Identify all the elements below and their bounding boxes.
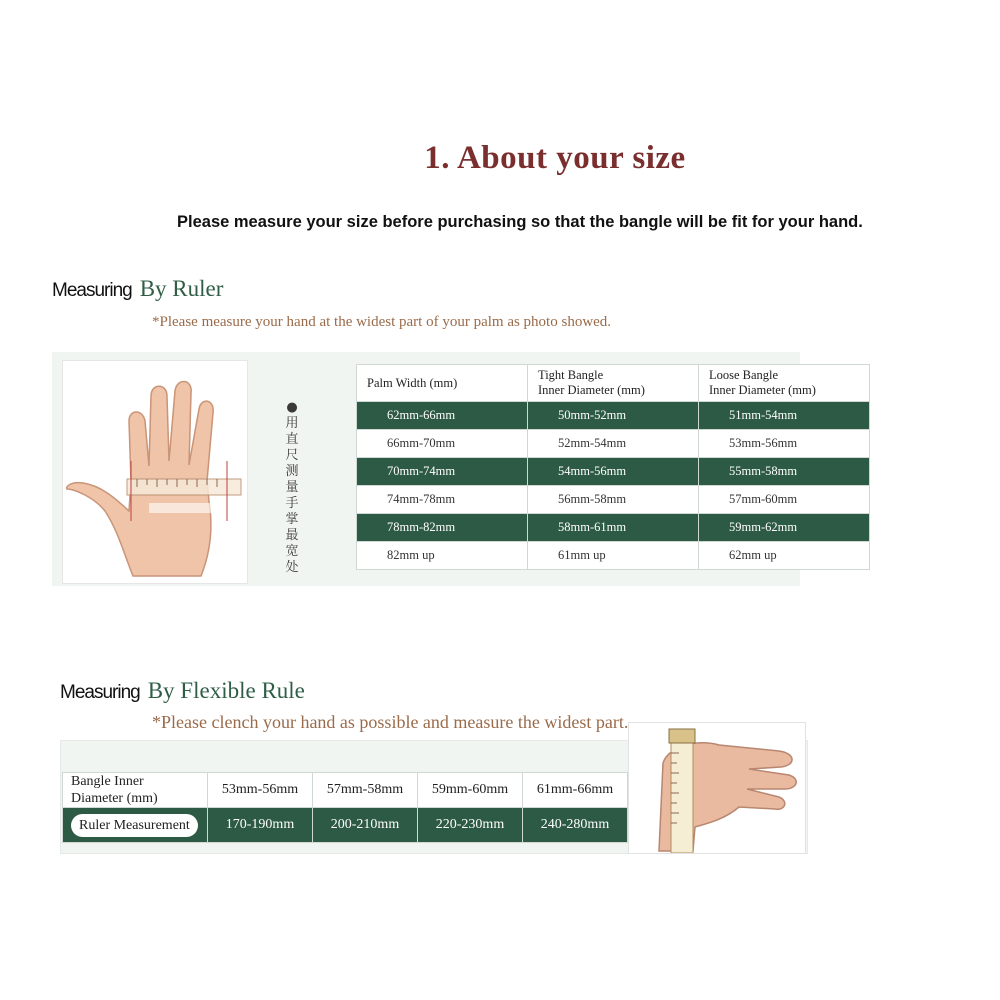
table-cell: 200-210mm (313, 808, 418, 843)
flexible-section-heading (60, 678, 305, 704)
table-cell: 53mm-56mm (208, 773, 313, 808)
table-cell: 220-230mm (418, 808, 523, 843)
ruler-section-heading (52, 276, 223, 302)
table-cell: 50mm-52mm (528, 402, 699, 430)
table-cell: 54mm-56mm (528, 458, 699, 486)
flexible-rule-photo (628, 722, 806, 854)
table-cell: 62mm-66mm (357, 402, 528, 430)
vertical-char: 最 (285, 528, 299, 543)
palm-caption-patch (149, 503, 215, 513)
table-row (357, 514, 870, 542)
table-cell: 62mm up (699, 542, 870, 570)
header-palm-width: Palm Width (mm) (357, 365, 528, 402)
table-cell: 61mm-66mm (523, 773, 628, 808)
row-label-bangle-diameter: Bangle Inner Diameter (mm) (63, 773, 208, 808)
table-cell: 74mm-78mm (357, 486, 528, 514)
ruler-heading-small: Measuring (52, 280, 132, 301)
table-cell: 55mm-58mm (699, 458, 870, 486)
table-cell: 170-190mm (208, 808, 313, 843)
vertical-char: 量 (285, 480, 299, 495)
table-cell: 66mm-70mm (357, 430, 528, 458)
vertical-chinese-note (282, 400, 302, 576)
header-loose-bangle: Loose Bangle Inner Diameter (mm) (699, 365, 870, 402)
table-row (357, 402, 870, 430)
vertical-char: 手 (285, 496, 299, 511)
clenched-hand-illustration (629, 723, 805, 853)
table-cell: 59mm-60mm (418, 773, 523, 808)
palm-hand-illustration (63, 361, 247, 583)
table-row (63, 773, 628, 808)
table-cell: 53mm-56mm (699, 430, 870, 458)
page-subtitle: Please measure your size before purchasing so that the bangle will be fit for your hand. (177, 213, 863, 231)
table-cell: 240-280mm (523, 808, 628, 843)
header-tight-bangle: Tight Bangle Inner Diameter (mm) (528, 365, 699, 402)
flexible-rule-table (62, 772, 628, 843)
table-row (357, 486, 870, 514)
table-cell: 52mm-54mm (528, 430, 699, 458)
table-cell: 57mm-60mm (699, 486, 870, 514)
table-cell: 58mm-61mm (528, 514, 699, 542)
table-row (357, 458, 870, 486)
vertical-char: 尺 (285, 448, 299, 463)
flexible-heading-small: Measuring (60, 682, 140, 703)
ruler-heading-big: By Ruler (139, 276, 224, 301)
flexible-heading-big: By Flexible Rule (147, 678, 305, 703)
palm-size-table (356, 364, 870, 570)
vertical-char: 测 (285, 464, 299, 479)
table-row (63, 808, 628, 843)
table-cell: 57mm-58mm (313, 773, 418, 808)
vertical-char: 宽 (285, 544, 299, 559)
tape-clip-shape (669, 729, 695, 743)
table-cell: 59mm-62mm (699, 514, 870, 542)
table-cell: 82mm up (357, 542, 528, 570)
page-title: 1. About your size (424, 140, 686, 176)
vertical-char: 用 (285, 416, 299, 431)
vertical-char: ● (286, 400, 298, 415)
ruler-shape (127, 479, 241, 495)
vertical-char: 掌 (285, 512, 299, 527)
flexible-section-note: *Please clench your hand as possible and measure the widest part. (152, 712, 629, 732)
table-cell: 51mm-54mm (699, 402, 870, 430)
vertical-char: 处 (285, 560, 299, 575)
table-header-row (357, 365, 870, 402)
vertical-char: 直 (285, 432, 299, 447)
ruler-section-note: *Please measure your hand at the widest part of your palm as photo showed. (152, 314, 612, 330)
table-cell: 56mm-58mm (528, 486, 699, 514)
table-cell: 78mm-82mm (357, 514, 528, 542)
table-row (357, 542, 870, 570)
row-label-ruler-measurement: Ruler Measurement (63, 808, 208, 843)
palm-measure-photo (62, 360, 248, 584)
table-cell: 70mm-74mm (357, 458, 528, 486)
table-cell: 61mm up (528, 542, 699, 570)
table-row (357, 430, 870, 458)
